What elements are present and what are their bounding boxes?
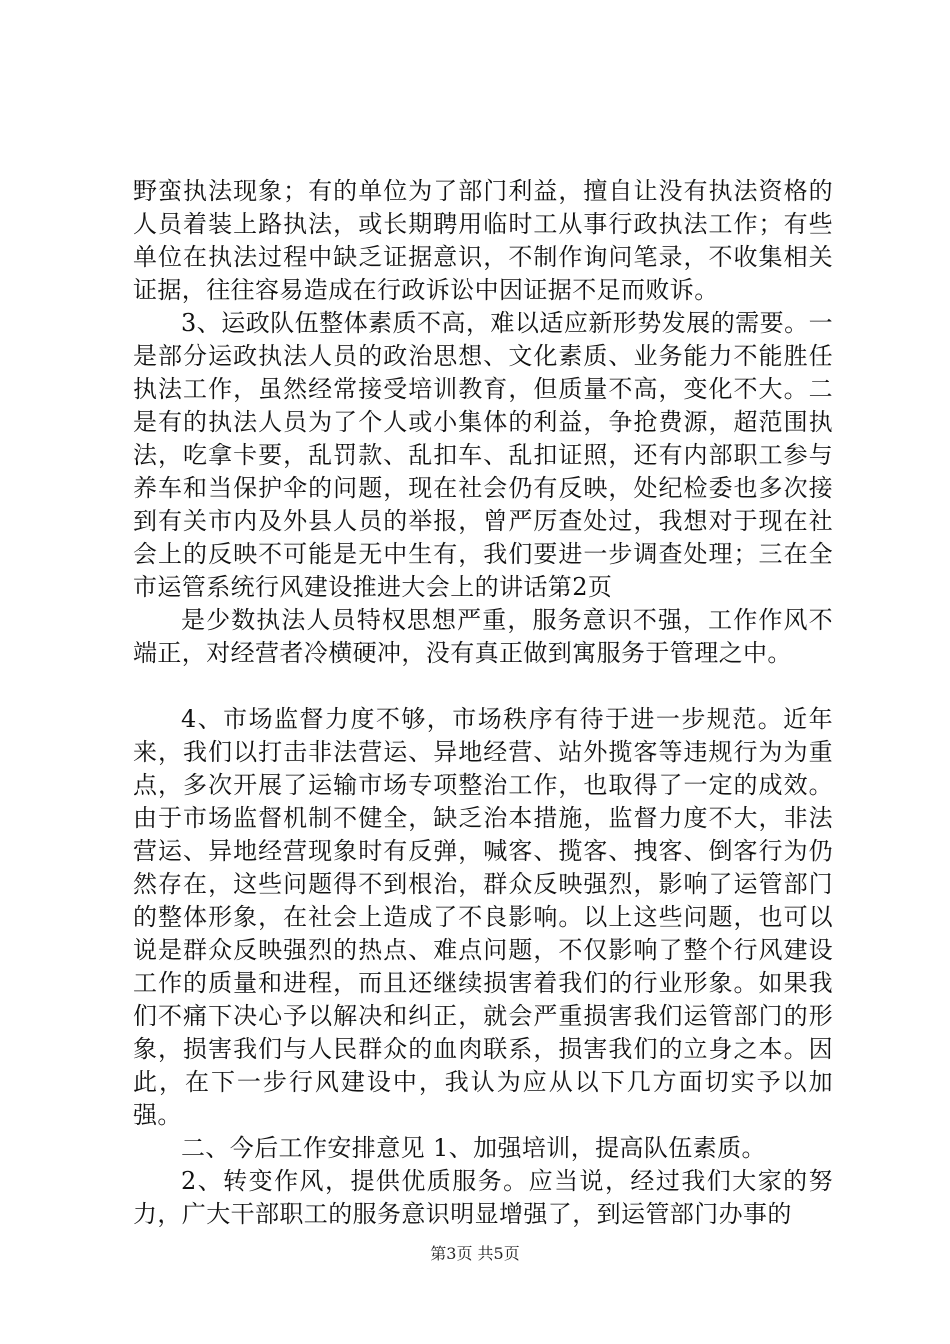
page-number-label: 第3页 共5页 — [430, 1244, 520, 1263]
paragraph-4: 4、市场监督力度不够，市场秩序有待于进一步规范。近年来，我们以打击非法营运、异地经营、站外揽客等违规行为为重点，多次开展了运输市场专项整治工作，也取得了一定的成效。由于市场监督机制不健全，缺乏治本措施，监督力度不大，非法营运、异地经营现象时有反弹，喊客、揽客、拽客、倒客行为仍然存在，这些问题得不到根治，群众反映强烈，影响了运管部门的整体形象，在社会上造成了不良影响。以上这些问题，也可以说是群众反映强烈的热点、难点问题，不仅影响了整个行风建设工作的质量和进程，而且还继续损害着我们的行业形象。如果我们不痛下决心予以解决和纠正，就会严重损害我们运管部门的形象，损害我们与人民群众的血肉联系，损害我们的立身之本。因此，在下一步行风建设中，我认为应从以下几方面切实予以加强。 — [133, 705, 833, 1129]
paragraph-spacer — [133, 670, 833, 703]
paragraph-6: 2、转变作风，提供优质服务。应当说，经过我们大家的努力，广大干部职工的服务意识明显增强了，到运管部门办事的 — [133, 1167, 833, 1228]
page-footer — [0, 1244, 950, 1264]
paragraph-2: 3、运政队伍整体素质不高，难以适应新形势发展的需要。一是部分运政执法人员的政治思想、文化素质、业务能力不能胜任执法工作，虽然经常接受培训教育，但质量不高，变化不大。二是有的执法人员为了个人或小集体的利益，争抢费源，超范围执法，吃拿卡要，乱罚款、乱扣车、乱扣证照，还有内部职工参与养车和当保护伞的问题，现在社会仍有反映，处纪检委也多次接到有关市内及外县人员的举报，曾严厉查处过，我想对于现在社会上的反映不可能是无中生有，我们要进一步调查处理；三在全市运管系统行风建设推进大会上的讲话第2页 — [133, 309, 833, 601]
paragraph-1: 野蛮执法现象；有的单位为了部门利益，擅自让没有执法资格的人员着装上路执法，或长期聘用临时工从事行政执法工作；有些单位在执法过程中缺乏证据意识，不制作询问笔录，不收集相关证据，往往容易造成在行政诉讼中因证据不足而败诉。 — [133, 177, 833, 304]
document-body — [133, 175, 833, 1231]
paragraph-3: 是少数执法人员特权思想严重，服务意识不强，工作作风不端正，对经营者冷横硬冲，没有真正做到寓服务于管理之中。 — [133, 606, 833, 667]
paragraph-5: 二、今后工作安排意见 1、加强培训，提高队伍素质。 — [181, 1134, 766, 1162]
